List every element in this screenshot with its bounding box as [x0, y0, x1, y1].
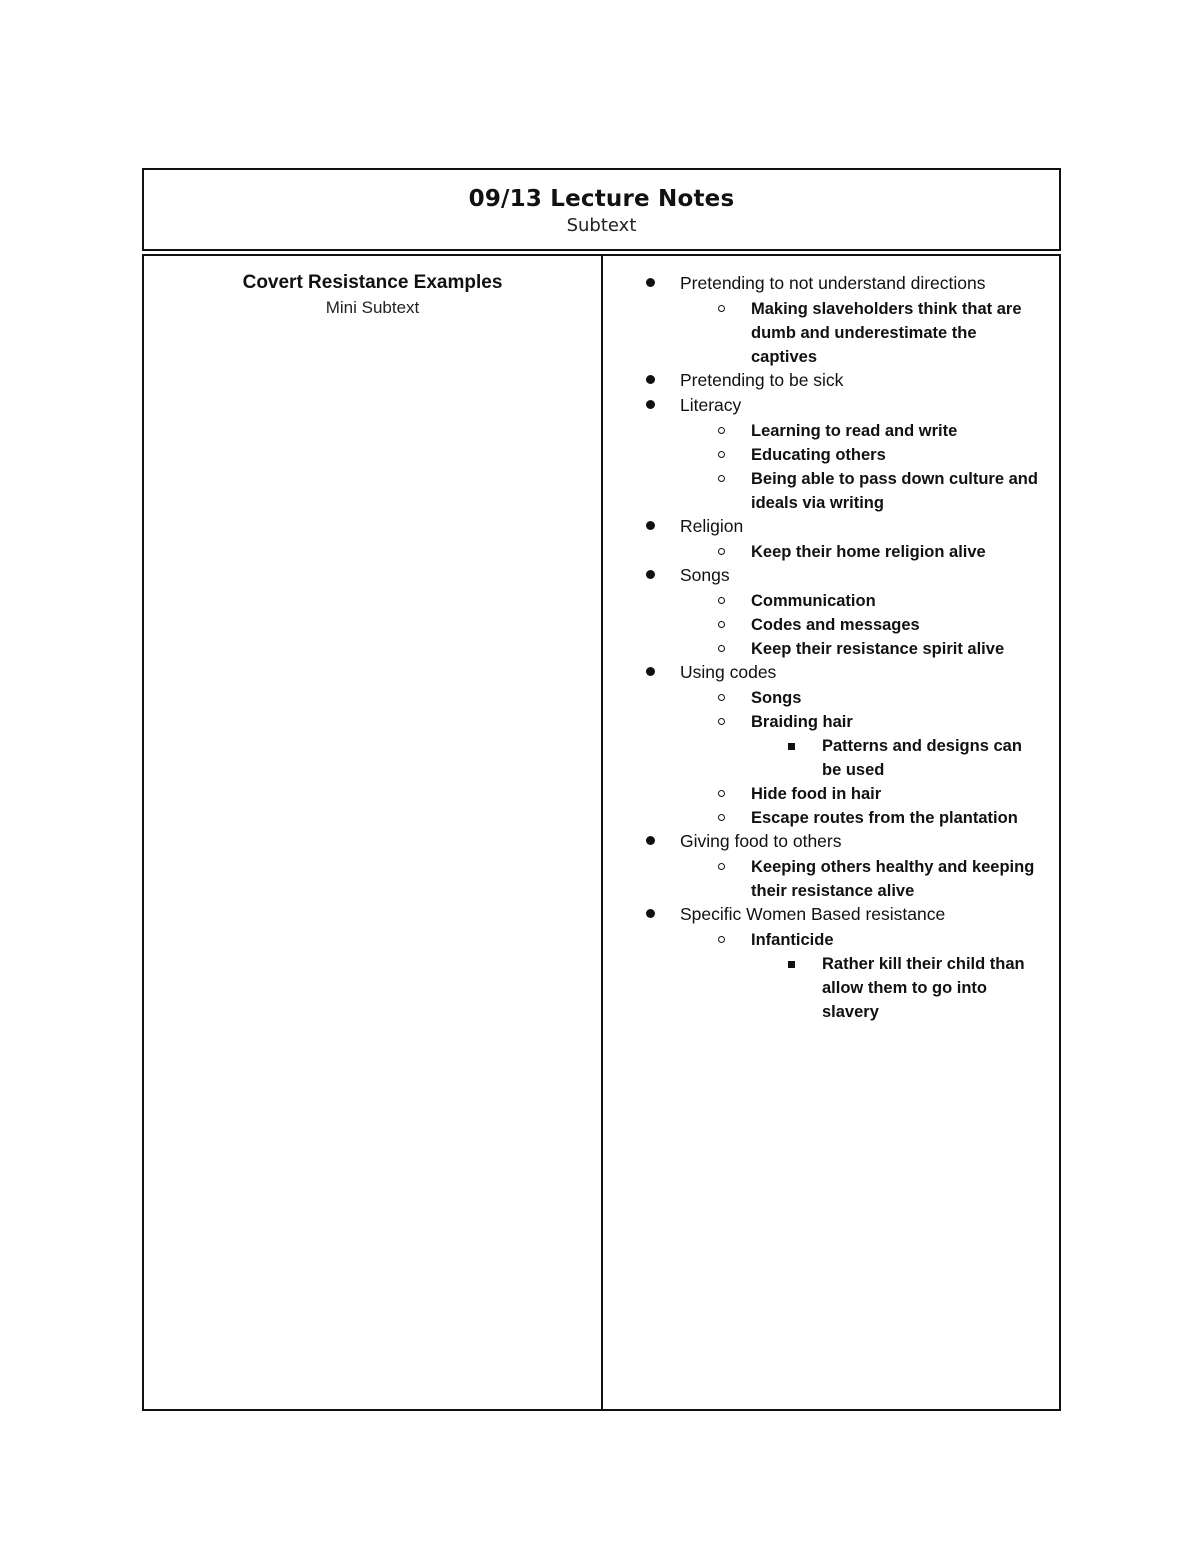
- hollow-circle-bullet-icon: [718, 597, 725, 604]
- filled-circle-bullet-icon: [646, 570, 655, 579]
- note-text: Specific Women Based resistance: [680, 904, 946, 924]
- note-item-level-1: [603, 515, 1043, 537]
- note-item-level-2: [603, 419, 1043, 443]
- hollow-circle-bullet-icon: [718, 621, 725, 628]
- note-item-level-2: [603, 782, 1043, 806]
- note-text: Rather kill their child than allow them to go into slavery: [822, 955, 1025, 1021]
- filled-circle-bullet-icon: [646, 667, 655, 676]
- hollow-circle-bullet-icon: [718, 863, 725, 870]
- note-item-level-1: [603, 394, 1043, 416]
- note-text: Hide food in hair: [751, 785, 882, 803]
- note-item-level-2: [603, 710, 1043, 734]
- square-bullet-icon: [788, 961, 795, 968]
- note-text: Educating others: [751, 446, 886, 464]
- filled-circle-bullet-icon: [646, 375, 655, 384]
- topic-column: [144, 272, 601, 318]
- hollow-circle-bullet-icon: [718, 645, 725, 652]
- note-text: Religion: [680, 516, 744, 536]
- note-item-level-2: [603, 686, 1043, 710]
- note-text: Literacy: [680, 395, 742, 415]
- note-item-level-1: [603, 272, 1043, 294]
- page-title: 09/13 Lecture Notes: [468, 186, 735, 212]
- filled-circle-bullet-icon: [646, 400, 655, 409]
- note-text: Giving food to others: [680, 831, 842, 851]
- note-text: Pretending to be sick: [680, 370, 844, 390]
- filled-circle-bullet-icon: [646, 521, 655, 530]
- note-text: Being able to pass down culture and ideals via writing: [751, 470, 1038, 512]
- hollow-circle-bullet-icon: [718, 548, 725, 555]
- hollow-circle-bullet-icon: [718, 814, 725, 821]
- note-item-level-2: [603, 806, 1043, 830]
- topic-title: Covert Resistance Examples: [242, 272, 503, 293]
- note-text: Codes and messages: [751, 616, 920, 634]
- note-item-level-2: [603, 467, 1043, 515]
- note-text: Escape routes from the plantation: [751, 809, 1018, 827]
- hollow-circle-bullet-icon: [718, 694, 725, 701]
- hollow-circle-bullet-icon: [718, 790, 725, 797]
- note-text: Braiding hair: [751, 713, 853, 731]
- hollow-circle-bullet-icon: [718, 451, 725, 458]
- hollow-circle-bullet-icon: [718, 475, 725, 482]
- note-item-level-1: [603, 564, 1043, 586]
- note-text: Patterns and designs can be used: [822, 737, 1022, 779]
- note-text: Communication: [751, 592, 876, 610]
- hollow-circle-bullet-icon: [718, 305, 725, 312]
- hollow-circle-bullet-icon: [718, 718, 725, 725]
- hollow-circle-bullet-icon: [718, 427, 725, 434]
- note-item-level-2: [603, 540, 1043, 564]
- note-item-level-2: [603, 297, 1043, 369]
- filled-circle-bullet-icon: [646, 909, 655, 918]
- note-item-level-1: [603, 830, 1043, 852]
- note-item-level-2: [603, 637, 1043, 661]
- note-text: Keep their home religion alive: [751, 543, 986, 561]
- note-item-level-2: [603, 855, 1043, 903]
- note-item-level-2: [603, 928, 1043, 952]
- note-item-level-2: [603, 443, 1043, 467]
- filled-circle-bullet-icon: [646, 278, 655, 287]
- hollow-circle-bullet-icon: [718, 936, 725, 943]
- note-text: Making slaveholders think that are dumb and underestimate the captives: [751, 300, 1022, 366]
- note-text: Learning to read and write: [751, 422, 958, 440]
- notes-table: [142, 254, 1061, 1411]
- page-subtitle: Subtext: [566, 215, 637, 236]
- note-item-level-2: [603, 589, 1043, 613]
- notes-list: [603, 272, 1043, 1024]
- note-text: Songs: [751, 689, 802, 707]
- note-item-level-3: [603, 952, 1043, 1024]
- square-bullet-icon: [788, 743, 795, 750]
- topic-subtitle: Mini Subtext: [325, 298, 420, 317]
- filled-circle-bullet-icon: [646, 836, 655, 845]
- note-item-level-1: [603, 903, 1043, 925]
- header-box: [142, 168, 1061, 251]
- note-text: Keeping others healthy and keeping their resistance alive: [751, 858, 1035, 900]
- note-item-level-3: [603, 734, 1043, 782]
- note-text: Keep their resistance spirit alive: [751, 640, 1005, 658]
- note-text: Songs: [680, 565, 730, 585]
- note-item-level-2: [603, 613, 1043, 637]
- note-text: Using codes: [680, 662, 777, 682]
- note-text: Pretending to not understand directions: [680, 273, 986, 293]
- note-item-level-1: [603, 369, 1043, 391]
- note-text: Infanticide: [751, 931, 834, 949]
- note-item-level-1: [603, 661, 1043, 683]
